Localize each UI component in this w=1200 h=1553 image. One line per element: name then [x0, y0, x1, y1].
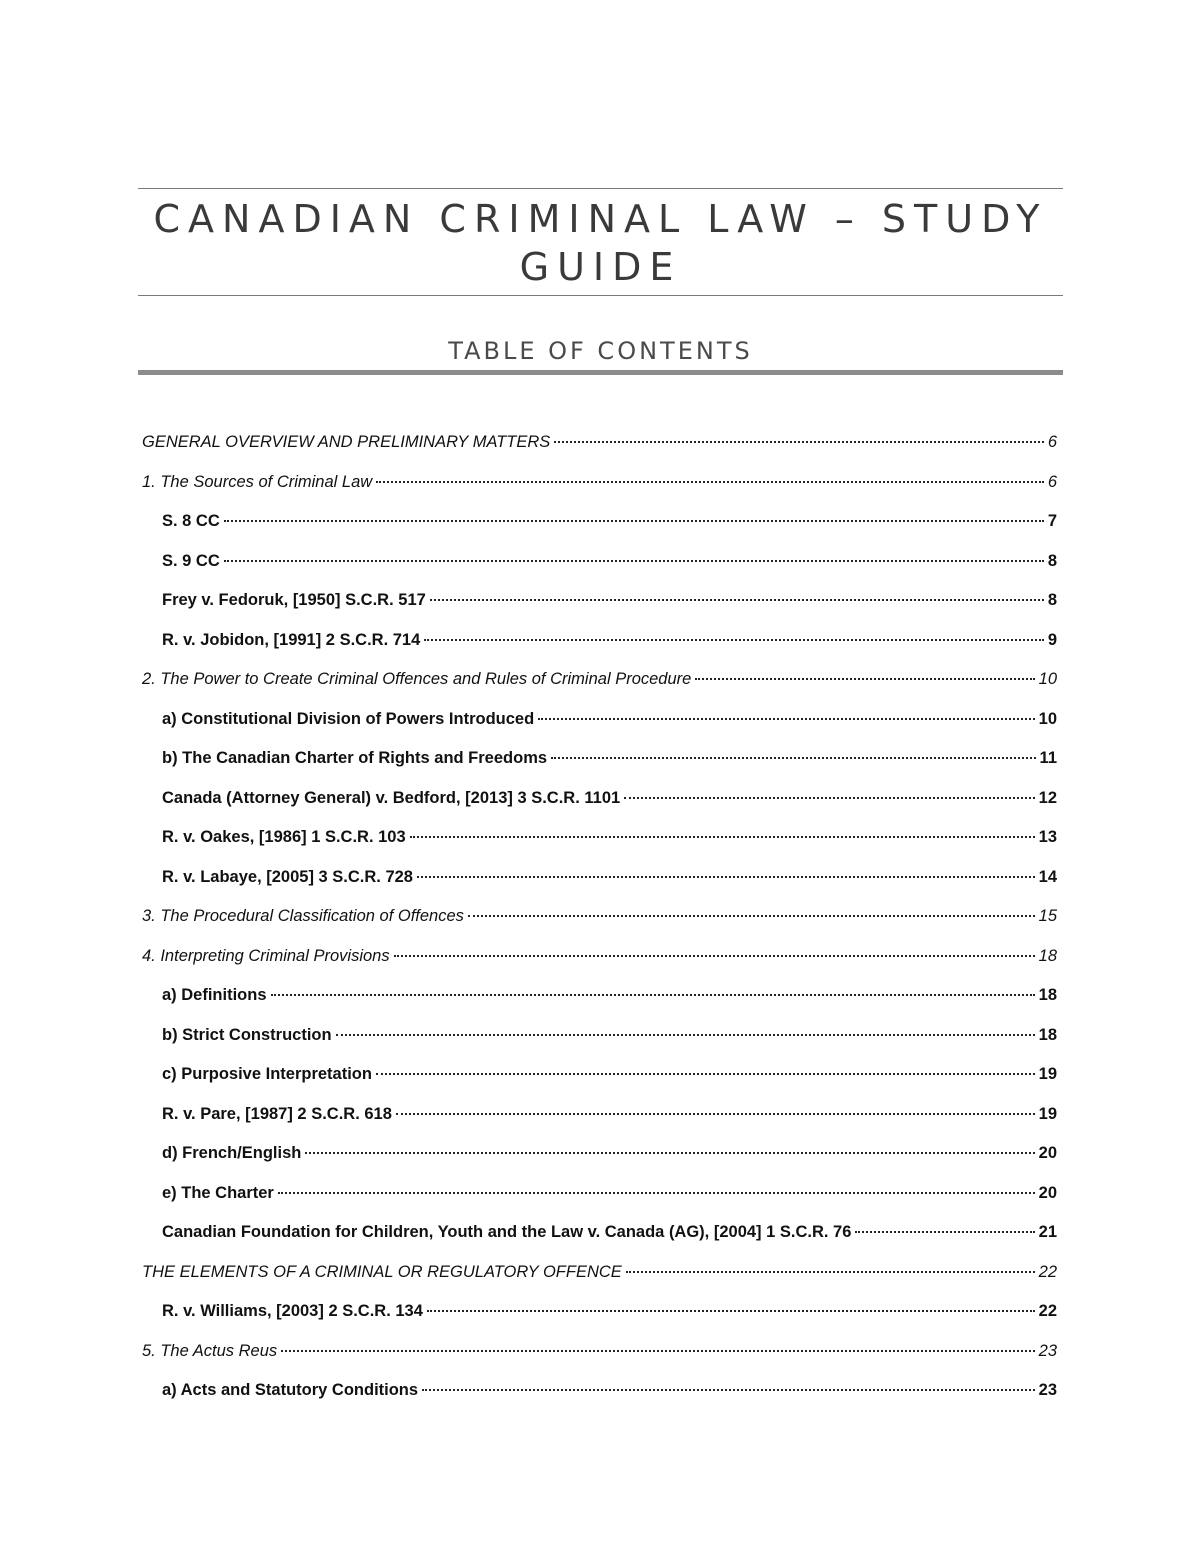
toc-dot-leader [396, 1113, 1035, 1115]
toc-entry[interactable] [138, 433, 1063, 473]
toc-entry[interactable] [138, 947, 1063, 987]
toc-entry-page-number: 18 [1038, 1025, 1057, 1044]
toc-dot-leader [305, 1152, 1034, 1154]
toc-heading: TABLE OF CONTENTS [448, 337, 753, 365]
toc-entry-label: Frey v. Fedoruk, [1950] S.C.R. 517 [162, 591, 426, 609]
toc-dot-leader [468, 915, 1035, 917]
toc-entry-page-number: 20 [1038, 1144, 1057, 1162]
toc-entry-label: a) Acts and Statutory Conditions [162, 1381, 419, 1399]
toc-entry-page-number: 18 [1038, 986, 1057, 1004]
toc-entry-label: R. v. Labaye, [2005] 3 S.C.R. 728 [162, 867, 413, 886]
toc-dot-leader [538, 718, 1034, 720]
toc-dot-leader [394, 955, 1035, 957]
toc-dot-leader [424, 639, 1044, 641]
toc-entry-page-number: 19 [1038, 1104, 1057, 1123]
toc-entry-page-number: 12 [1038, 788, 1057, 807]
toc-entry[interactable] [138, 828, 1063, 868]
toc-dot-leader [855, 1231, 1034, 1233]
toc-entry-label: R. v. Williams, [2003] 2 S.C.R. 134 [162, 1302, 423, 1320]
document-page [138, 188, 1063, 1421]
toc-dot-leader [224, 520, 1044, 522]
toc-entry-label: R. v. Jobidon, [1991] 2 S.C.R. 714 [162, 630, 421, 649]
toc-entry-label: 1. The Sources of Criminal Law [142, 472, 373, 491]
toc-entry-page-number: 6 [1047, 472, 1057, 491]
toc-entry-page-number: 22 [1038, 1302, 1057, 1320]
toc-entry-page-number: 11 [1039, 749, 1057, 767]
toc-dot-leader [427, 1310, 1035, 1312]
toc-entry[interactable] [138, 631, 1063, 671]
toc-dot-leader [626, 1271, 1035, 1273]
toc-dot-leader [417, 876, 1035, 878]
toc-entry-label: Canadian Foundation for Children, Youth and the Law v. Canada (AG), [2004] 1 S.C.R. 76 [162, 1223, 852, 1241]
toc-entry-label: THE ELEMENTS OF A CRIMINAL OR REGULATORY OFFENCE [142, 1262, 622, 1281]
toc-entry-page-number: 18 [1038, 946, 1057, 965]
toc-dot-leader [224, 560, 1044, 562]
toc-entry-page-number: 23 [1038, 1341, 1057, 1360]
toc-entry-label: b) The Canadian Charter of Rights and Freedoms [162, 749, 548, 767]
toc-dot-leader [281, 1350, 1035, 1352]
toc-entry[interactable] [138, 1065, 1063, 1105]
toc-entry-label: a) Definitions [162, 986, 267, 1004]
toc-dot-leader [422, 1389, 1035, 1391]
toc-entry[interactable] [138, 1184, 1063, 1224]
toc-entry[interactable] [138, 512, 1063, 552]
toc-dot-leader [695, 678, 1034, 680]
toc-entry[interactable] [138, 591, 1063, 631]
toc-entry[interactable] [138, 473, 1063, 513]
toc-entry-page-number: 8 [1047, 591, 1057, 609]
toc-entry[interactable] [138, 749, 1063, 789]
toc-entry-page-number: 23 [1038, 1381, 1057, 1399]
toc-entry[interactable] [138, 1026, 1063, 1066]
toc-dot-leader [554, 441, 1044, 443]
toc-dot-leader [336, 1034, 1035, 1036]
toc-entry-page-number: 9 [1047, 630, 1057, 649]
toc-dot-leader [376, 1073, 1035, 1075]
toc-entry-label: e) The Charter [162, 1183, 274, 1202]
toc-entry-page-number: 10 [1038, 670, 1057, 688]
toc-entry-page-number: 20 [1038, 1183, 1057, 1202]
toc-entry-page-number: 7 [1047, 512, 1057, 530]
toc-entry[interactable] [138, 868, 1063, 908]
toc-entry[interactable] [138, 907, 1063, 947]
toc-entry[interactable] [138, 670, 1063, 710]
toc-entry-label: Canada (Attorney General) v. Bedford, [2013] 3 S.C.R. 1101 [162, 788, 621, 807]
document-title: CANADIAN CRIMINAL LAW – STUDY GUIDE [153, 197, 1048, 289]
toc-entry-label: 2. The Power to Create Criminal Offences and Rules of Criminal Procedure [142, 670, 692, 688]
toc-entry-page-number: 19 [1038, 1065, 1057, 1083]
toc-dot-leader [551, 757, 1036, 759]
toc-entry-page-number: 21 [1038, 1223, 1057, 1241]
toc-dot-leader [271, 994, 1035, 996]
toc-entry-page-number: 13 [1038, 828, 1057, 846]
toc-entry-label: 3. The Procedural Classification of Offences [142, 907, 464, 925]
toc-dot-leader [430, 599, 1044, 601]
toc-entry-label: c) Purposive Interpretation [162, 1065, 372, 1083]
toc-entry[interactable] [138, 552, 1063, 592]
toc-entry-label: S. 9 CC [162, 551, 220, 570]
toc-entry-label: R. v. Pare, [1987] 2 S.C.R. 618 [162, 1104, 392, 1123]
toc-entry-page-number: 14 [1038, 867, 1057, 886]
toc-entry-page-number: 6 [1047, 433, 1057, 451]
toc-entry[interactable] [138, 1381, 1063, 1421]
toc-entry-label: 5. The Actus Reus [142, 1341, 278, 1360]
toc-dot-leader [410, 836, 1035, 838]
toc-entry-label: 4. Interpreting Criminal Provisions [142, 946, 390, 965]
toc-dot-leader [624, 797, 1034, 799]
toc-entry-label: S. 8 CC [162, 512, 220, 530]
table-of-contents [138, 433, 1063, 1421]
toc-dot-leader [278, 1192, 1035, 1194]
toc-entry-page-number: 15 [1038, 907, 1057, 925]
toc-heading-rule [138, 370, 1063, 375]
toc-entry[interactable] [138, 710, 1063, 750]
toc-dot-leader [376, 481, 1044, 483]
toc-entry[interactable] [138, 1342, 1063, 1382]
title-bottom-rule [138, 295, 1063, 296]
toc-entry-label: a) Constitutional Division of Powers Introduced [162, 709, 535, 728]
toc-entry[interactable] [138, 1105, 1063, 1145]
toc-entry-page-number: 22 [1038, 1262, 1057, 1281]
toc-entry-label: d) French/English [162, 1144, 302, 1162]
toc-entry-label: R. v. Oakes, [1986] 1 S.C.R. 103 [162, 828, 406, 846]
toc-entry-label: GENERAL OVERVIEW AND PRELIMINARY MATTERS [142, 433, 551, 451]
toc-entry[interactable] [138, 986, 1063, 1026]
toc-entry-label: b) Strict Construction [162, 1025, 332, 1044]
toc-entry[interactable] [138, 1302, 1063, 1342]
toc-entry-page-number: 8 [1047, 551, 1057, 570]
toc-entry[interactable] [138, 1223, 1063, 1263]
toc-entry[interactable] [138, 1263, 1063, 1303]
toc-entry[interactable] [138, 1144, 1063, 1184]
toc-entry[interactable] [138, 789, 1063, 829]
toc-entry-page-number: 10 [1038, 709, 1057, 728]
